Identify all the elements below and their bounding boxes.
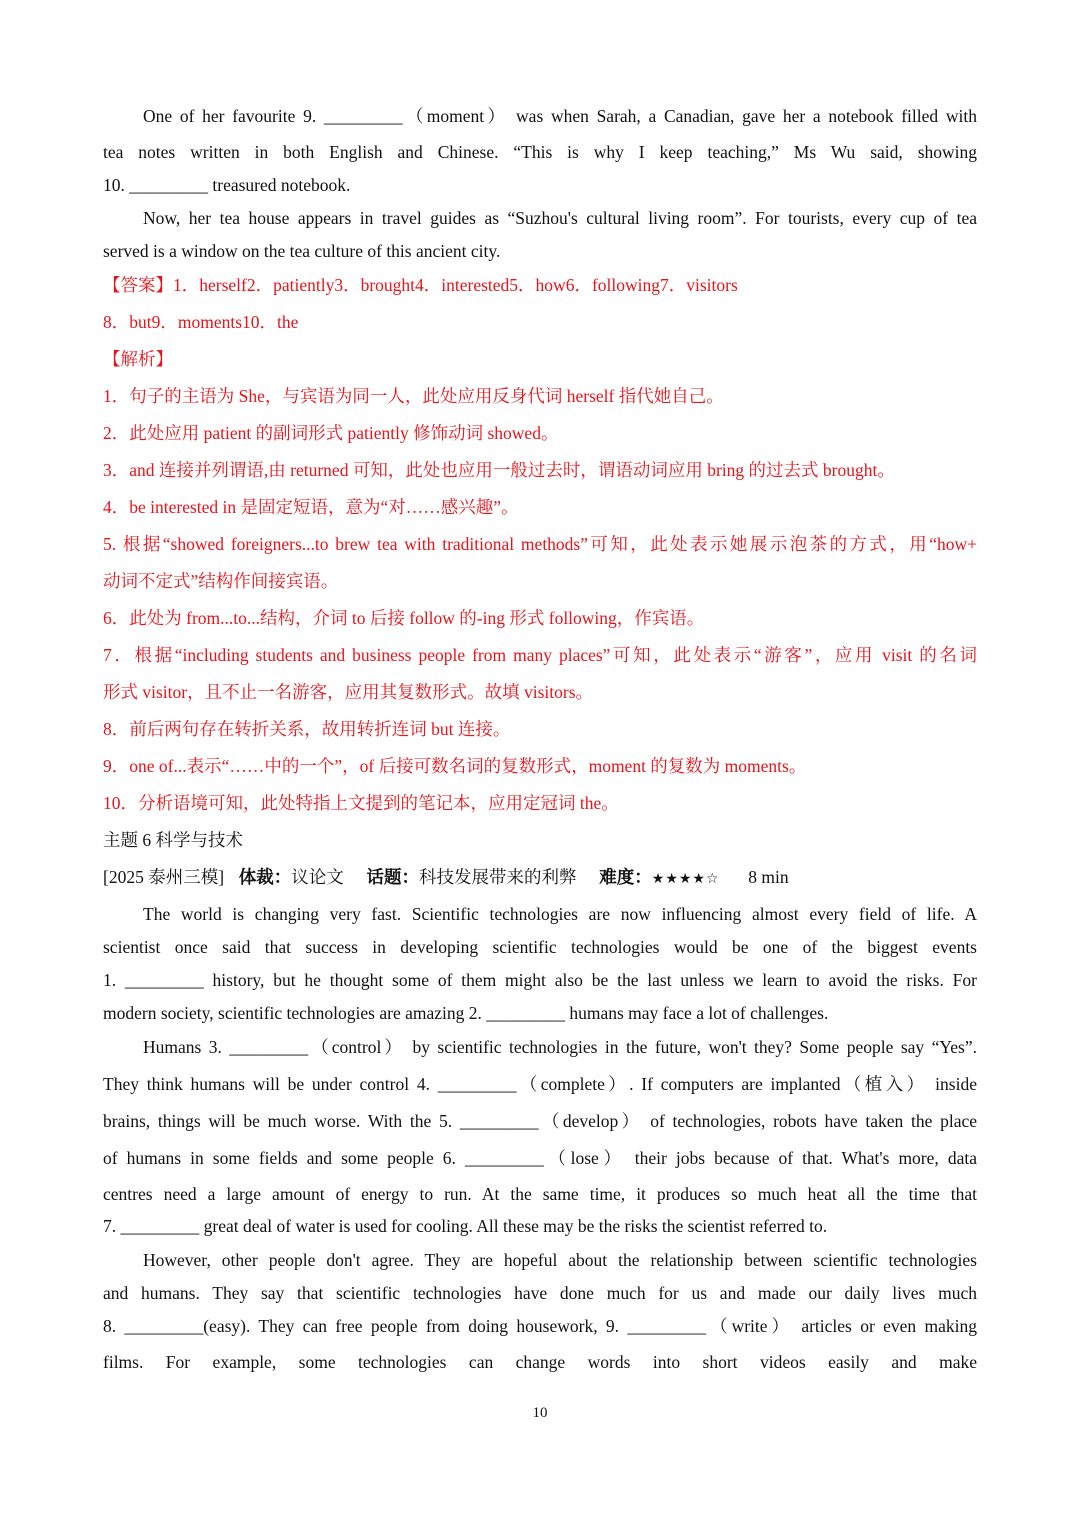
analysis-item-3: 3．and 连接并列谓语,由 returned 可知，此处也应用一般过去时，谓语动词应用 bring 的过去式 brought。 <box>103 460 895 480</box>
genre-value: 议论文 <box>291 867 344 887</box>
passage2-line-9: centres need a large amount of energy to run. At the same time, it produces so much heat all the time that <box>103 1184 977 1204</box>
passage2-line-12: and humans. They say that scientific technologies have done much for us and made our daily lives much <box>103 1283 977 1303</box>
analysis-item-5: 5. 根据“showed foreigners...to brew tea with traditional methods”可知，此处表示她展示泡茶的方式，用“how+ <box>103 534 977 554</box>
passage2-line-2: scientist once said that success in developing scientific technologies would be one of the biggest events <box>103 937 977 957</box>
analysis-item-1: 1．句子的主语为 She，与宾语为同一人，此处应用反身代词 herself 指代她自己。 <box>103 386 724 406</box>
passage2-line-7: brains, things will be much worse. With the 5. _________（develop） of technologies, robots have taken the place <box>103 1111 977 1131</box>
analysis-label: 【解析】 <box>103 349 173 369</box>
passage1-line-1: One of her favourite 9. _________（moment） was when Sarah, a Canadian, gave her a notebook filled with <box>143 106 977 126</box>
topic-title: 主题 6 科学与技术 <box>103 830 243 850</box>
topic-meta <box>103 865 977 891</box>
answer-label: 【答案】 <box>103 275 173 295</box>
analysis-item-10: 10．分析语境可知，此处特指上文提到的笔记本，应用定冠词 the。 <box>103 793 619 813</box>
passage2-line-3: 1. _________ history, but he thought some of them might also be the last unless we learn to avoid the risks. For <box>103 970 977 990</box>
page-number: 10 <box>532 1405 548 1421</box>
genre-label: 体裁： <box>238 867 292 887</box>
difficulty-stars: ★★★★☆ <box>651 871 720 887</box>
analysis-item-6: 6．此处为 from...to...结构，介词 to 后接 follow 的-ing 形式 following，作宾语。 <box>103 608 705 628</box>
time-estimate: 8 min <box>748 867 789 887</box>
answer-line-1 <box>103 273 977 297</box>
analysis-item-4: 4．be interested in 是固定短语，意为“对……感兴趣”。 <box>103 497 519 517</box>
passage2-line-13: 8. _________(easy). They can free people from doing housework, 9. _________（write） articles or even making <box>103 1316 977 1336</box>
passage2-line-14: films. For example, some technologies can change words into short videos easily and make <box>103 1352 977 1372</box>
passage2-line-5: Humans 3. _________（control） by scientific technologies in the future, won't they? Some people say “Yes”. <box>143 1037 977 1057</box>
answer-values-1: 1．herself2．patiently3．brought4．interested5．how6．following7．visitors <box>173 275 738 295</box>
passage2-line-4: modern society, scientific technologies are amazing 2. _________ humans may face a lot of challenges. <box>103 1003 829 1023</box>
answer-line-2: 8．but9．moments10．the <box>103 312 299 332</box>
passage2-line-11: However, other people don't agree. They are hopeful about the relationship between scientific technologies <box>143 1250 977 1270</box>
difficulty-label: 难度： <box>599 867 652 887</box>
analysis-item-2: 2．此处应用 patient 的副词形式 patiently 修饰动词 showed。 <box>103 423 559 443</box>
topic-value: 科技发展带来的利弊 <box>419 867 577 887</box>
passage1-line-2: tea notes written in both English and Chinese. “This is why I keep teaching,” Ms Wu said, showing <box>103 142 977 162</box>
topic-label: 话题： <box>366 867 420 887</box>
analysis-item-7-cont: 形式 visitor，且不止一名游客，应用其复数形式。故填 visitors。 <box>103 682 594 702</box>
analysis-item-8: 8．前后两句存在转折关系，故用转折连词 but 连接。 <box>103 719 511 739</box>
analysis-item-7: 7．根据“including students and business people from many places”可知，此处表示“游客”，应用 visit 的名词 <box>103 645 977 665</box>
passage2-line-8: of humans in some fields and some people 6. _________（lose） their jobs because of that. What's more, data <box>103 1148 977 1168</box>
topic-source: [2025 泰州三模] <box>103 867 225 887</box>
analysis-item-9: 9．one of...表示“……中的一个”，of 后接可数名词的复数形式，moment 的复数为 moments。 <box>103 756 807 776</box>
analysis-item-5-cont: 动词不定式”结构作间接宾语。 <box>103 571 339 591</box>
passage1-line-5: served is a window on the tea culture of this ancient city. <box>103 241 501 261</box>
passage1-line-3: 10. _________ treasured notebook. <box>103 175 351 195</box>
passage1-line-4: Now, her tea house appears in travel guides as “Suzhou's cultural living room”. For tourists, every cup of tea <box>143 208 977 228</box>
passage2-line-10: 7. _________ great deal of water is used for cooling. All these may be the risks the scientist referred to. <box>103 1216 828 1236</box>
passage2-line-6: They think humans will be under control 4. _________（complete）. If computers are implanted（植入） inside <box>103 1074 977 1094</box>
passage2-line-1: The world is changing very fast. Scientific technologies are now influencing almost every field of life. A <box>143 904 977 924</box>
